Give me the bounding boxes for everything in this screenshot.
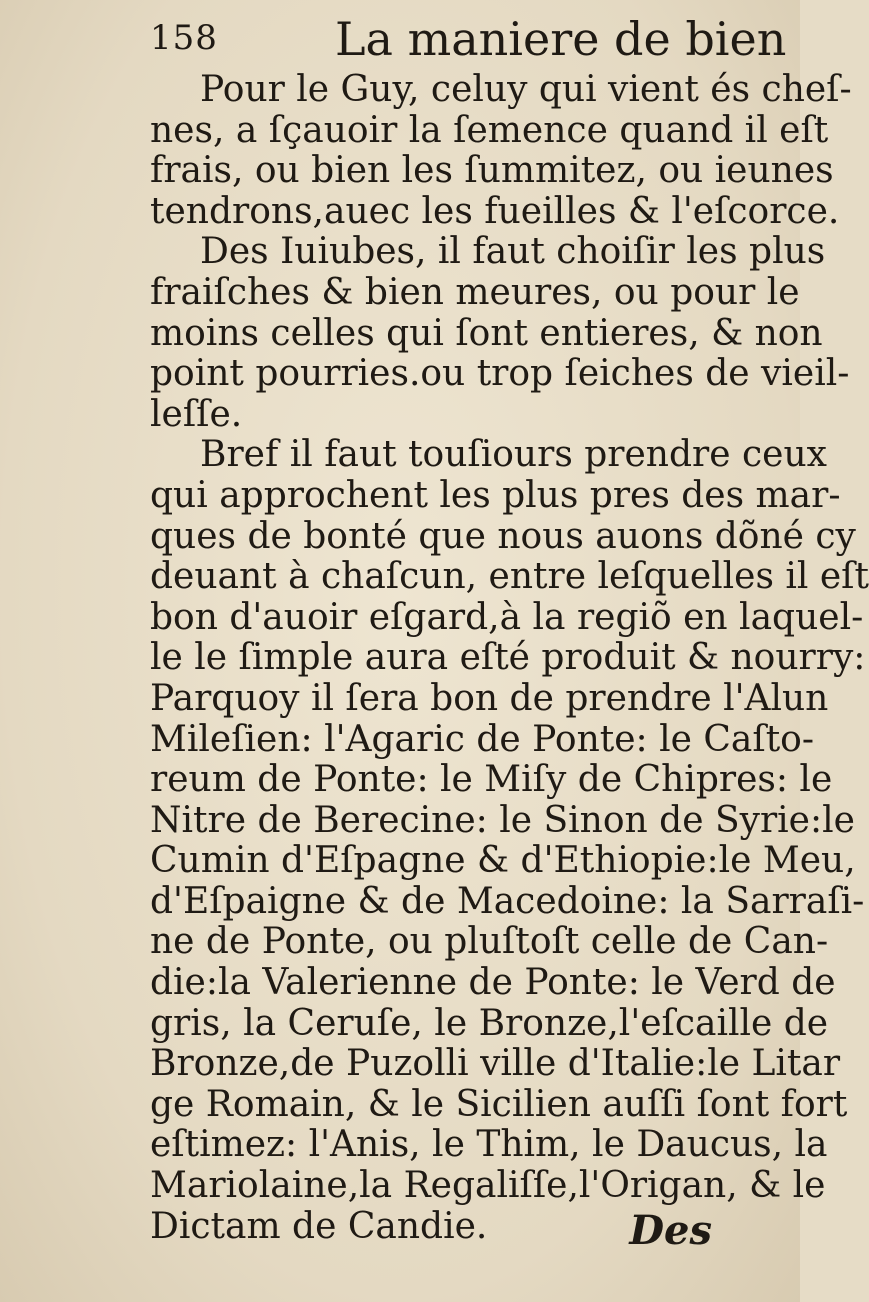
text-line: deuant à chaſcun, entre leſquelles il eſt [150, 556, 869, 598]
text-line: Mariolaine,la Regaliſſe,l'Origan, & le [150, 1165, 826, 1207]
text-line: reum de Ponte: le Miſy de Chipres: le [150, 759, 833, 801]
text-line: Pour le Guy, celuy qui vient és cheſ- [200, 69, 852, 110]
text-line: Dictam de Candie. [150, 1205, 488, 1247]
catchword: Des [629, 1207, 712, 1254]
text-line: Nitre de Berecine: le Sinon de Syrie:le [150, 799, 855, 841]
text-line: ques de bonté que nous auons dõné cy [150, 515, 856, 557]
text-line: Cumin d'Eſpagne & d'Ethiopie:le Meu, [150, 840, 856, 882]
text-line: tendrons,auec les fueilles & l'eſcorce. [150, 190, 840, 232]
text-line: fraiſches & bien meures, ou pour le [150, 271, 800, 313]
text-line: eſtimez: l'Anis, le Thim, le Daucus, la [150, 1124, 828, 1166]
text-line: ge Romain, & le Sicilien auſſi ſont fort [150, 1083, 848, 1125]
text-line: Mileſien: l'Agaric de Ponte: le Caſto- [150, 718, 814, 760]
text-line: Parquoy il ſera bon de prendre l'Alun [150, 677, 829, 719]
text-line: bon d'auoir eſgard,à la regiõ en laquel- [150, 596, 864, 638]
page-header [150, 12, 787, 72]
page-number: 158 [150, 18, 218, 58]
text-line: Bref il faut touſiours prendre ceux [200, 434, 827, 476]
text-line: die:la Valerienne de Ponte: le Verd de [150, 962, 836, 1004]
text-line: nes, a ſçauoir la ſemence quand il eſt [150, 109, 829, 151]
body-text [150, 69, 869, 1247]
text-line: point pourries.ou trop ſeiches de vieil- [150, 353, 850, 395]
text-line: ne de Ponte, ou pluſtoſt celle de Can- [150, 921, 829, 963]
text-line: Bronze,de Puzolli ville d'Italie:le Litar [150, 1043, 841, 1085]
text-line: Des Iuiubes, il faut choiſir les plus [200, 231, 826, 273]
text-line: leſſe. [150, 393, 243, 435]
text-line: gris, la Ceruſe, le Bronze,l'eſcaille de [150, 1002, 829, 1044]
text-line: d'Eſpaigne & de Macedoine: la Sarraſi- [150, 880, 865, 922]
text-line: qui approchent les plus pres des mar- [150, 474, 841, 516]
running-title: La maniere de bien [335, 12, 787, 66]
text-line: le le ſimple aura eſté produit & nourry: [150, 637, 866, 679]
text-line: moins celles qui ſont entieres, & non [150, 312, 823, 354]
text-line: frais, ou bien les ſummitez, ou ieunes [150, 150, 834, 192]
